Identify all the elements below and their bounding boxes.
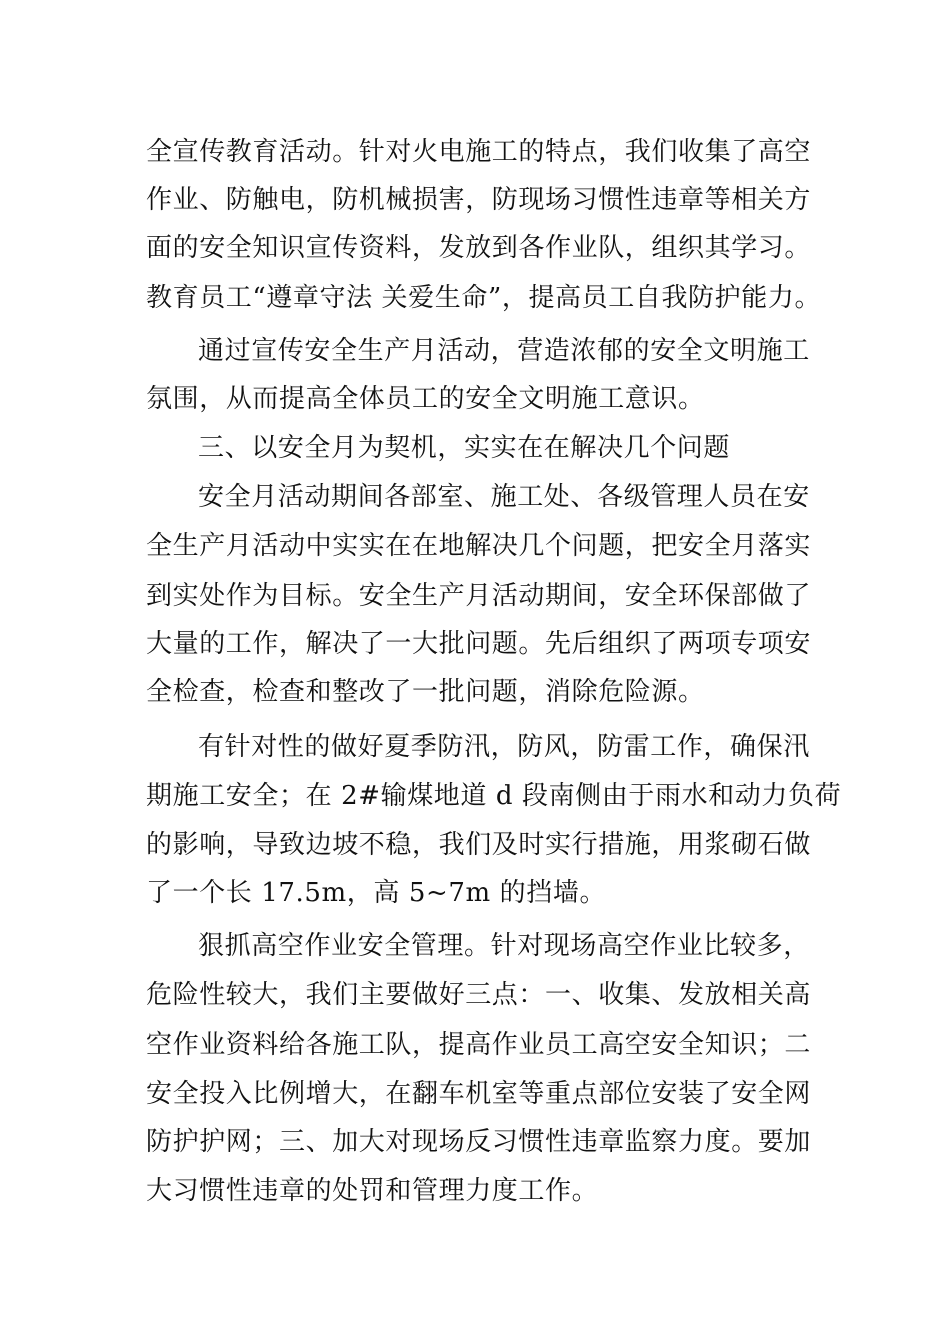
text-line: 大量的工作，解决了一大批问题。先后组织了两项专项安 xyxy=(146,629,812,659)
text-line: 危险性较大，我们主要做好三点：一、收集、发放相关高 xyxy=(146,980,812,1010)
text-line: 全宣传教育活动。针对火电施工的特点，我们收集了高空 xyxy=(146,137,812,167)
text-line: 期施工安全；在 2#输煤地道 d 段南侧由于雨水和动力负荷 xyxy=(146,781,842,811)
text-line: 空作业资料给各施工队，提高作业员工高空安全知识；二 xyxy=(146,1030,812,1060)
text-line: 的影响，导致边坡不稳，我们及时实行措施，用浆砌石做 xyxy=(146,830,812,860)
text-line: 氛围，从而提高全体员工的安全文明施工意识。 xyxy=(146,384,705,414)
text-line: 面的安全知识宣传资料，发放到各作业队，组织其学习。 xyxy=(146,233,812,263)
paragraph-first-line: 通过宣传安全生产月活动，营造浓郁的安全文明施工 xyxy=(198,336,810,366)
text-line: 全检查，检查和整改了一批问题，消除危险源。 xyxy=(146,677,705,707)
paragraph-first-line: 安全月活动期间各部室、施工处、各级管理人员在安 xyxy=(198,482,810,512)
paragraph-first-line: 有针对性的做好夏季防汛，防风，防雷工作，确保汛 xyxy=(198,732,810,762)
section-heading: 三、以安全月为契机，实实在在解决几个问题 xyxy=(198,433,731,463)
text-line: 大习惯性违章的处罚和管理力度工作。 xyxy=(146,1176,599,1206)
text-line: 防护护网；三、加大对现场反习惯性违章监察力度。要加 xyxy=(146,1127,812,1157)
text-line: 到实处作为目标。安全生产月活动期间，安全环保部做了 xyxy=(146,581,812,611)
text-line: 了一个长 17.5m，高 5~7m 的挡墙。 xyxy=(146,878,607,908)
text-line: 全生产月活动中实实在在地解决几个问题，把安全月落实 xyxy=(146,531,812,561)
text-line: 安全投入比例增大，在翻车机室等重点部位安装了安全网 xyxy=(146,1079,812,1109)
text-line: 教育员工“遵章守法 关爱生命”，提高员工自我防护能力。 xyxy=(146,283,822,313)
text-line: 作业、防触电，防机械损害，防现场习惯性违章等相关方 xyxy=(146,185,812,215)
paragraph-first-line: 狠抓高空作业安全管理。针对现场高空作业比较多， xyxy=(198,931,810,961)
